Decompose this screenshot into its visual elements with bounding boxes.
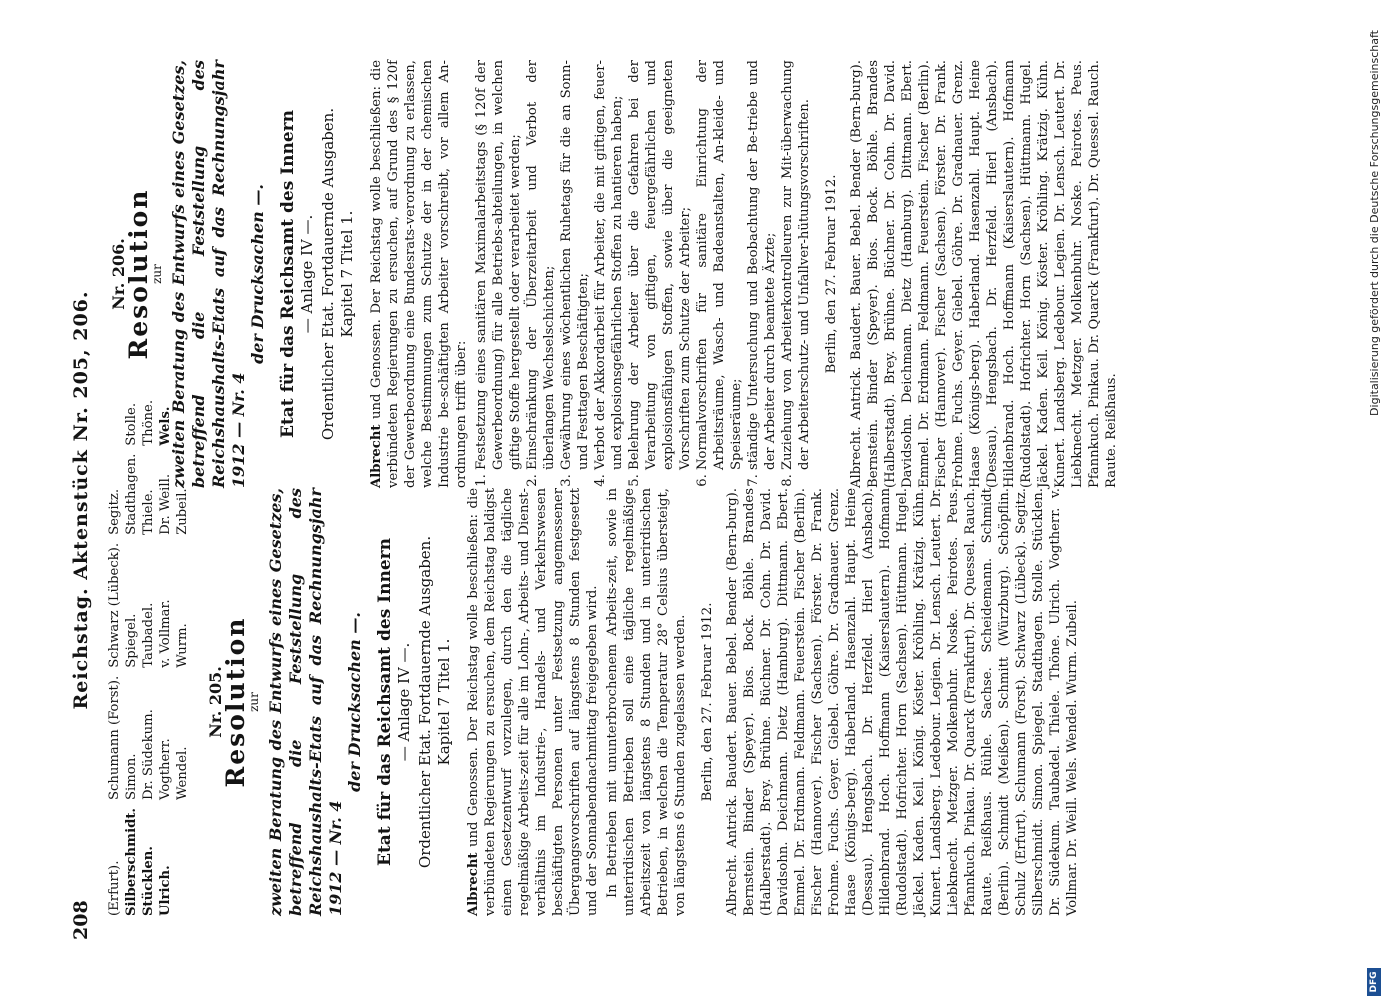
document-subject: zweiten Beratung des Entwurfs eines Gesetzes, betreffend die Feststellung des Reichshaushalts-Etats auf das Rechnungsjahr 1912 — Nr. 4 xyxy=(266,488,345,916)
resolution-item: 3. Gewährung eines wöchentlichen Ruhetags für die an Sonn- und Festtagen Beschäftigten; xyxy=(558,60,592,470)
resolution-text xyxy=(368,60,470,488)
etat-title: Etat für das Reichsamt des Innern xyxy=(375,538,395,866)
name-entry: Stücklen. xyxy=(141,846,156,916)
resolution-lead: Albrecht xyxy=(369,424,384,488)
document-number: Nr. 205. xyxy=(206,666,225,738)
resolution-paragraph: In Betrieben mit ununterbrochenem Arbeits-zeit, sowie in unterirdischen Betrieben soll eine tägliche regelmäßige Arbeitszeit von längstens 8 Stunden und in unterirdischen Betrieben, in welchen die Temperatur 28° Celsius übersteigt, von längstens 6 Stunden zugelassen werden. xyxy=(605,488,688,916)
document-subject: zweiten Beratung des Entwurfs eines Gesetzes, betreffend die Feststellung des Reichshaushalts-Etats auf das Rechnungsjahr 1912 — Nr. 4 xyxy=(169,60,248,488)
name-entry: Stadthagen. xyxy=(124,453,139,535)
document-subject-end: der Drucksachen —. xyxy=(248,184,267,364)
left-column xyxy=(106,399,1081,916)
resolution-text xyxy=(465,488,601,916)
name-entry: Wurm. xyxy=(175,623,190,668)
resolution-lead: Albrecht xyxy=(466,852,481,916)
signers-list: Albrecht. Antrick. Baudert. Bauer. Bebel. Bender (Bern-burg). Bernstein. Binder (Speyer). Bios. Bock. Böhle. Brandes (Halberstadt). Brey. Brühne. Büchner. Dr. Cohn. Dr. David. Davidsohn. Deichmann. Dietz (Hamburg). Dittmann. Ebert. Emmel. Dr. Erdmann. Feldmann. Feuerstein. Fischer (Berlin). Fischer (Hannover). Fischer (Sachsen). Förster. Dr. Frank. Frohme. Fuchs. Geyer. Giebel. Göhre. Dr. Gradnauer. Grenz. Haase (Königs-berg). Haberland. Hasenzahl. Haupt. Heine (Dessau). Hengsbach. Dr. Herzfeld. Hierl (Ansbach). Hildenbrand. Hoch. Hoffmann (Kaiserslautern). Hofmann (Rudolstadt). Hofrichter. Horn (Sachsen). Hüttmann. Hugel. Jäckel. Kaden. Keil. König. Köster. Kröhling. Krätzig. Kühn. Kunert. Landsberg. Ledebour. Legien. Dr. Lensch. Leutert. Dr. Liebknecht. Metzger. Molkenbuhr. Noske. Peirotes. Peus. Pfannkuch. Pinkau. Dr. Quarck (Frankfurt). Dr. Quessel. Rauch. Raute. Reißhaus. xyxy=(849,60,1119,488)
document-title: Resolution xyxy=(221,616,250,788)
resolution-item: 2. Einschränkung der Überzeitarbeit und Verbot der überlangen Wechselschichten; xyxy=(524,60,558,470)
signers-list: Albrecht. Antrick. Baudert. Bauer. Bebel. Bender (Bern-burg). Bernstein. Binder (Speyer). Bios. Bock. Böhle. Brandes (Halberstadt). Brey. Brühne. Büchner. Dr. Cohn. Dr. David. Davidsohn. Deichmann. Dietz (Hamburg). Dittmann. Ebert. Emmel. Dr. Erdmann. Feldmann. Feuerstein. Fischer (Berlin). Fischer (Hannover). Fischer (Sachsen). Förster. Dr. Frank. Frohme. Fuchs. Geyer. Giebel. Göhre. Dr. Gradnauer. Grenz. Haase (Königs-berg). Haberland. Hasenzahl. Haupt. Heine (Dessau). Hengsbach. Dr. Herzfeld. Hierl (Ansbach). Hildenbrand. Hoch. Hoffmann (Kaiserslautern). Hofmann (Rudolstadt). Hofrichter. Horn (Sachsen). Hüttmann. Hugel. Jäckel. Kaden. Keil. König. Köster. Kröhling. Krätzig. Kühn. Kunert. Landsberg. Ledebour. Legien. Dr. Lensch. Leutert. Dr. Liebknecht. Metzger. Molkenbuhr. Noske. Peirotes. Peus. Pfannkuch. Pinkau. Dr. Quarck (Frankfurt). Dr. Quessel. Rauch. Raute. Reißhaus. Rühle. Sachse. Scheidemann. Schmidt (Berlin). Schmidt (Meißen). Schmitt (Würzburg). Schöpflin. Schulz (Erfurt). Schumann (Forst). Schwarz (Lübeck). Segitz. Silberschmidt. Simon. Spiegel. Stadthagen. Stolle. Stücklen. Dr. Südekum. Taubadel. Thiele. Thöne. Ulrich. Vogtherr. v. Vollmar. Dr. Weill. Wels. Wendel. Wurm. Zubeil. xyxy=(725,488,1080,916)
name-entry: Taubadel. xyxy=(141,602,156,668)
etat-line: Ordentlicher Etat. Fortdauernde Ausgaben. xyxy=(319,107,337,441)
etat-chapter: Kapitel 7 Titel 1. xyxy=(338,210,356,338)
document-title: Resolution xyxy=(124,188,153,360)
page-header xyxy=(70,60,98,940)
resolution-item: 4. Verbot der Akkordarbeit für Arbeiter, die mit giftigen, feuer- und explosionsgefährlichen Stoffen zu hantieren haben; xyxy=(592,60,626,470)
name-entry: Schwarz (Lübeck). xyxy=(107,542,122,668)
date-line: Berlin, den 27. Februar 1912. xyxy=(824,174,839,374)
resolution-items xyxy=(473,60,813,488)
resolution-item: 1. Festsetzung eines sanitären Maximalarbeitstags (§ 120f der Gewerbeordnung) für alle Betriebs-abteilungen, in welchen giftige Stoffe hergestellt oder verarbeitet werden; xyxy=(473,60,524,470)
document-zur: zur xyxy=(247,692,261,712)
name-entry: v. Vollmar. xyxy=(158,599,173,668)
name-entry: Wels. xyxy=(158,406,173,446)
name-entry: Dr. Weill. xyxy=(158,473,173,535)
name-entry: Silberschmidt. xyxy=(124,807,139,916)
etat-annex: — Anlage IV —. xyxy=(298,214,316,334)
etat-chapter: Kapitel 7 Titel 1. xyxy=(435,638,453,766)
funding-note: Digitalisierung gefördert durch die Deutsche Forschungsgemeinschaft xyxy=(1368,30,1381,416)
name-entry: Stolle. xyxy=(124,402,139,446)
resolution-intro: und Genossen. Der Reichstag wolle beschließen: die verbündeten Regierungen zu ersuchen, dem Reichstag baldigst einen Gesetzentwurf vorzulegen, durch den die tägliche regelmäßige Arbeits-zeit für alle im Lohn-, Arbeits- und Dienst-verhältnis im Industrie-, Handels- und Verkehrswesen beschäftigten Personen unter Festsetzung angemessener Übergangsvorschriften auf längstens 8 Stunden festgesetzt und der Sonnabendnachmittag freigegeben wird. xyxy=(466,488,600,916)
name-entry: Segitz. xyxy=(107,488,122,535)
resolution-item: 7. ständige Untersuchung und Beobachtung der Be-triebe und der Arbeiter durch beamtete Ärzte; xyxy=(745,60,779,470)
document-subject-end: der Drucksachen —. xyxy=(345,612,364,792)
name-entry: (Erfurt). xyxy=(107,860,122,916)
name-entry: Vogtherr. xyxy=(158,738,173,800)
running-title: Reichstag. Aktenstück Nr. 205, 206. xyxy=(70,290,92,710)
resolution-item: 6. Normalvorschriften für sanitäre Einrichtung der Arbeitsräume, Wasch- und Badeanstalten, An-kleide- und Speiseräume; xyxy=(694,60,745,470)
name-entry: Wendel. xyxy=(175,746,190,800)
resolution-item: 5. Belehrung der Arbeiter über die Gefahren bei der Verarbeitung von giftigen, feuergefährlichen und explosionsfähigen Stoffen, sowie über die geeigneten Vorschriften zum Schutze der Arbeiter; xyxy=(626,60,694,470)
name-entry: Ulrich. xyxy=(158,865,173,916)
name-entry: Dr. Südekum. xyxy=(141,709,156,800)
top-names-list xyxy=(106,399,191,916)
etat-annex: — Anlage IV —. xyxy=(395,642,413,762)
right-column xyxy=(106,60,1120,488)
name-entry: Thiele. xyxy=(141,489,156,535)
name-entry: Simon. xyxy=(124,753,139,800)
document-zur: zur xyxy=(150,264,164,284)
document-number: Nr. 206. xyxy=(109,238,128,310)
dfg-logo: DFG xyxy=(1367,968,1381,996)
date-line: Berlin, den 27. Februar 1912. xyxy=(700,602,715,802)
etat-title: Etat für das Reichsamt des Innern xyxy=(278,110,298,438)
name-entry: Spiegel. xyxy=(124,613,139,668)
name-entry: Zubeil. xyxy=(175,488,190,535)
funding-note-bar xyxy=(1366,0,1383,1000)
name-entry: Thöne. xyxy=(141,399,156,446)
name-entry: Schumann (Forst). xyxy=(107,675,122,800)
page-number: 208 xyxy=(70,900,92,940)
resolution-item: 8. Zuziehung von Arbeiterkontrolleuren zur Mit-überwachung der Arbeiterschutz- und Unfallver-hütungsvorschriften. xyxy=(779,60,813,470)
resolution-intro: und Genossen. Der Reichstag wolle beschließen: die verbündeten Regierungen zu ersuchen, auf Grund des § 120f der Gewerbeordnung eine Bundesrats-verordnung zu erlassen, welche Bestimmungen zum Schutze der in der chemischen Industrie be-schäftigten Arbeiter vorschreibt, vor allem An-ordnungen trifft über: xyxy=(369,60,469,488)
etat-line: Ordentlicher Etat. Fortdauernde Ausgaben. xyxy=(416,535,434,869)
